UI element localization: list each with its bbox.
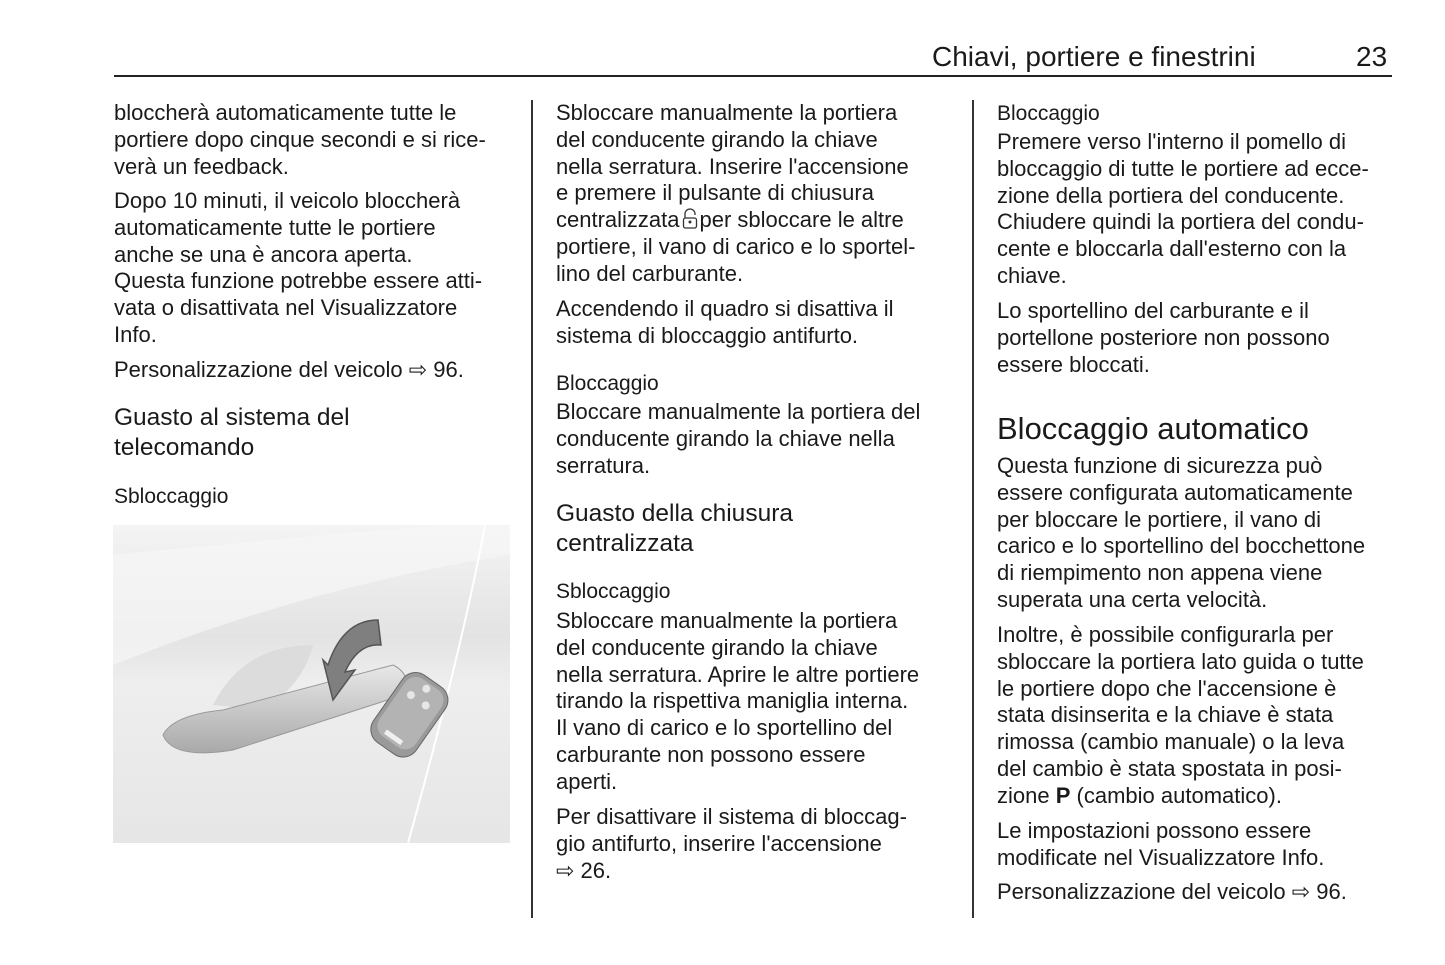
text-line: del cambio è stata spostata in posi- [997, 755, 1342, 781]
text-line: bloccherà automaticamente tutte le [114, 100, 457, 125]
text-line: portiere, il vano di carico e lo sportel- [556, 233, 916, 259]
text-line: nella serratura. Inserire l'accensione [556, 153, 909, 179]
text-line: serratura. [556, 452, 651, 478]
text-line: del conducente girando la chiave [556, 634, 878, 660]
text-line: Chiudere quindi la portiera del condu- [997, 209, 1364, 235]
text-line: carico e lo sportellino del bocchettone [997, 533, 1366, 559]
text-line: essere configurata automaticamente [997, 479, 1353, 505]
text-line: le portiere dopo che l'accensione è [997, 675, 1337, 701]
heading-line: Guasto al sistema del [114, 404, 350, 431]
text-line: Questa funzione potrebbe essere atti- [114, 268, 483, 294]
text-line: portiere dopo cinque secondi e si rice- [114, 126, 486, 152]
text-line: superata una certa velocità. [997, 586, 1268, 612]
page-number: 23 [1356, 41, 1388, 72]
unlock-icon [682, 208, 698, 237]
column-divider [972, 100, 974, 918]
subheading: Bloccaggio [556, 372, 659, 395]
text-line: rimossa (cambio manuale) o la leva [997, 729, 1345, 755]
column-divider [531, 100, 533, 918]
text-line: Questa funzione di sicurezza può [997, 453, 1323, 478]
text-line: Premere verso l'interno il pomello di [997, 129, 1347, 154]
paragraph [997, 818, 1324, 872]
heading-line: Guasto della chiusura [556, 500, 793, 527]
text-line: anche se una è ancora aperta. [114, 241, 413, 267]
text-line: sbloccare la portiera lato guida o tutte [997, 648, 1364, 674]
door-handle-key-illustration [113, 525, 510, 843]
text-line: gio antifurto, inserire l'accensione [556, 830, 882, 856]
paragraph [114, 100, 486, 180]
text-fragment: (cambio automatico). [1076, 782, 1282, 808]
text-fragment: zione [997, 782, 1050, 808]
text-line: Personalizzazione del veicolo ⇨ 96. [997, 879, 1347, 904]
heading-line: telecomando [114, 434, 255, 461]
text-fragment: centralizzata [556, 207, 680, 233]
text-line: nella serratura. Aprire le altre portiere [556, 661, 920, 687]
text-line: chiave. [997, 262, 1067, 288]
paragraph [997, 129, 1369, 290]
paragraph [997, 453, 1365, 614]
text-line: conducente girando la chiave nella [556, 425, 895, 451]
text-line: lino del carburante. [556, 260, 744, 286]
paragraph [556, 608, 919, 796]
text-line: Accendendo il quadro si disattiva il [556, 296, 894, 321]
text-line: del conducente girando la chiave [556, 126, 878, 152]
text-line: aperti. [556, 768, 618, 794]
text-line: carburante non possono essere [556, 741, 866, 767]
text-line: Dopo 10 minuti, il veicolo bloccherà [114, 188, 461, 213]
running-header-title: Chiavi, portiere e finestrini [932, 41, 1256, 72]
text-line: stata disinserita e la chiave è stata [997, 702, 1334, 728]
paragraph [556, 100, 916, 288]
section-heading [556, 499, 793, 559]
text-line: vata o disattivata nel Visualizzatore [114, 295, 458, 321]
text-fragment: per sbloccare le altre [699, 207, 904, 233]
cross-reference[interactable] [114, 357, 464, 384]
text-line: zione della portiera del conducente. [997, 182, 1345, 208]
text-line: Sbloccare manualmente la portiera [556, 100, 898, 125]
text-line: Sbloccare manualmente la portiera [556, 608, 898, 633]
text-line: verà un feedback. [114, 153, 289, 179]
text-line: Lo sportellino del carburante e il [997, 298, 1309, 323]
paragraph [556, 804, 907, 884]
section-heading: Bloccaggio automatico [997, 411, 1309, 446]
paragraph [114, 188, 482, 349]
text-line: automaticamente tutte le portiere [114, 214, 436, 240]
subheading: Bloccaggio [997, 102, 1100, 125]
text-line: per bloccare le portiere, il vano di [997, 506, 1322, 532]
text-line: Personalizzazione del veicolo ⇨ 96. [114, 357, 464, 382]
subheading: Sbloccaggio [556, 580, 671, 603]
text-line: Le impostazioni possono essere [997, 818, 1312, 843]
paragraph [997, 298, 1330, 378]
text-line: e premere il pulsante di chiusura [556, 180, 874, 206]
text-line: modificate nel Visualizzatore Info. [997, 844, 1325, 870]
text-line: bloccaggio di tutte le portiere ad ecce- [997, 155, 1369, 181]
gear-position-p: P [1055, 782, 1071, 808]
text-line: Bloccare manualmente la portiera del [556, 399, 921, 424]
text-line: portellone posteriore non possono [997, 324, 1330, 350]
section-heading [114, 403, 350, 463]
text-line: cente e bloccarla dall'esterno con la [997, 236, 1347, 262]
cross-reference[interactable] [997, 879, 1347, 906]
paragraph [556, 399, 920, 479]
text-line: Info. [114, 321, 157, 347]
text-line: essere bloccati. [997, 351, 1150, 377]
text-line: di riempimento non appena viene [997, 560, 1323, 586]
text-line: Per disattivare il sistema di bloccag- [556, 804, 907, 829]
heading-line: centralizzata [556, 530, 694, 557]
text-line: Inoltre, è possibile configurarla per [997, 622, 1334, 647]
subheading: Sbloccaggio [114, 485, 229, 508]
text-line: sistema di bloccaggio antifurto. [556, 322, 859, 348]
paragraph [997, 622, 1364, 810]
paragraph [556, 296, 894, 350]
text-line: tirando la rispettiva maniglia interna. [556, 688, 909, 714]
cross-reference[interactable]: ⇨ 26. [556, 857, 612, 883]
text-line [556, 207, 916, 234]
header-rule [114, 75, 1392, 77]
text-line: Il vano di carico e lo sportellino del [556, 715, 893, 741]
text-line [997, 783, 1364, 810]
